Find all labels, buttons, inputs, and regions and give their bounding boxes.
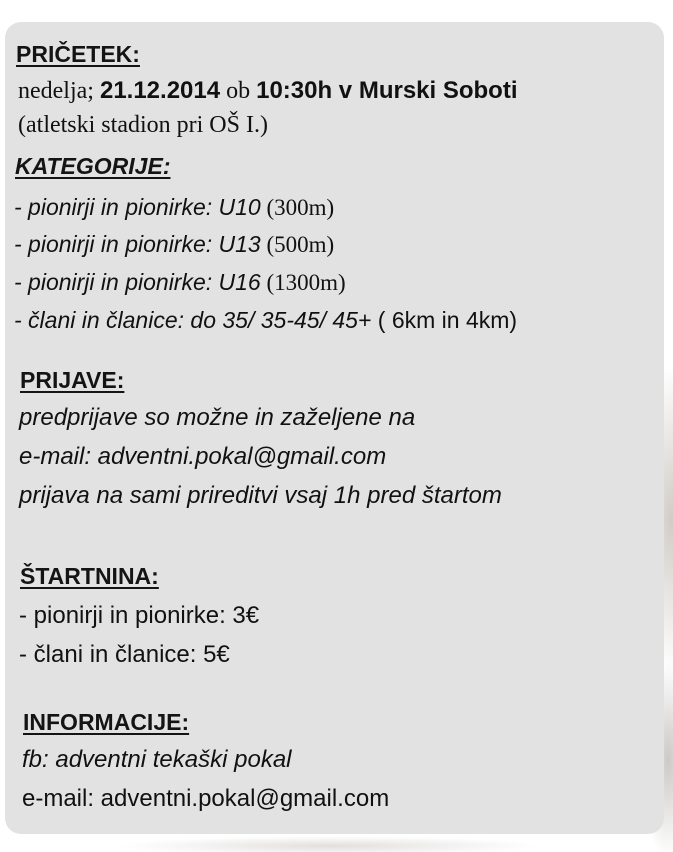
info-email: e-mail: adventni.pokal@gmail.com bbox=[22, 785, 390, 812]
info-heading: INFORMACIJE: bbox=[23, 709, 190, 735]
start-ob: ob bbox=[220, 78, 257, 104]
category-distance: (500m) bbox=[260, 232, 335, 257]
category-label: - pionirji in pionirke: U13 bbox=[14, 231, 261, 257]
categories-heading: KATEGORIJE: bbox=[15, 153, 171, 179]
start-time-place: 10:30h v Murski Soboti bbox=[256, 77, 518, 104]
category-item bbox=[14, 196, 334, 219]
registration-email: e-mail: adventni.pokal@gmail.com bbox=[19, 443, 387, 470]
start-day: nedelja; bbox=[18, 78, 100, 104]
registration-heading: PRIJAVE: bbox=[20, 367, 125, 393]
category-label: - člani in članice: do 35/ 35-45/ 45+ bbox=[14, 307, 372, 333]
registration-line: predprijave so možne in zaželjene na bbox=[19, 404, 416, 431]
start-date-line bbox=[18, 79, 518, 103]
start-date: 21.12.2014 bbox=[99, 77, 221, 104]
category-distance: ( 6km in 4km) bbox=[371, 307, 518, 333]
category-item bbox=[14, 309, 517, 332]
start-heading: PRIČETEK: bbox=[16, 41, 140, 67]
category-distance: (300m) bbox=[260, 195, 335, 220]
registration-line: prijava na sami prireditvi vsaj 1h pred štartom bbox=[19, 482, 502, 509]
category-distance: (1300m) bbox=[260, 270, 346, 295]
category-item bbox=[14, 233, 334, 256]
start-venue: (atletski stadion pri OŠ I.) bbox=[18, 112, 268, 138]
fee-line: - pionirji in pionirke: 3€ bbox=[19, 602, 260, 629]
category-item bbox=[14, 271, 346, 294]
info-facebook: fb: adventni tekaški pokal bbox=[22, 746, 292, 773]
fee-line: - člani in članice: 5€ bbox=[19, 641, 230, 668]
category-label: - pionirji in pionirke: U16 bbox=[14, 269, 261, 295]
fee-heading: ŠTARTNINA: bbox=[20, 563, 159, 589]
category-label: - pionirji in pionirke: U10 bbox=[14, 194, 261, 220]
